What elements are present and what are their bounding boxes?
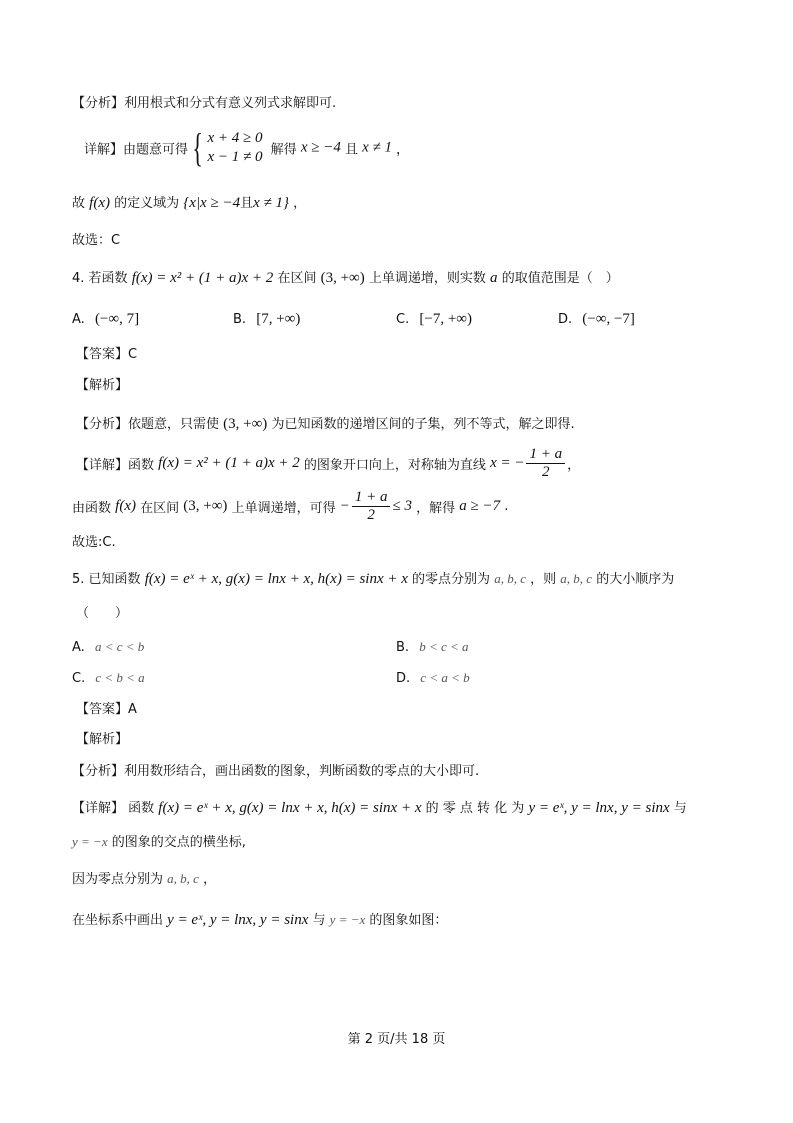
math-expr: a ≥ −7 bbox=[459, 498, 501, 514]
detail-prefix: 详解】由题意可得 bbox=[84, 142, 189, 158]
option-value: (−∞, −7] bbox=[582, 311, 635, 327]
text: 在坐标系中画出 bbox=[72, 913, 164, 928]
math-expr: x ≠ 1} bbox=[253, 195, 289, 211]
inequality-1: x + 4 ≥ 0 bbox=[207, 130, 263, 146]
text: 的大小顺序为 bbox=[596, 572, 675, 587]
q5-detail-4 bbox=[72, 910, 447, 931]
q4-option-a bbox=[72, 309, 139, 330]
q4-detail-2 bbox=[72, 489, 508, 524]
text: 因为零点分别为 bbox=[72, 872, 164, 887]
text: 在区间 bbox=[140, 501, 180, 516]
option-value: [−7, +∞) bbox=[419, 311, 472, 327]
text: 【详解】 函数 bbox=[72, 801, 155, 816]
q4-option-d bbox=[558, 309, 635, 330]
math-expr: y = eˣ, y = lnx, y = sinx bbox=[528, 800, 670, 816]
brace-symbol: { bbox=[192, 125, 204, 170]
choice-text: 故选：C bbox=[72, 233, 121, 248]
fraction bbox=[526, 446, 565, 481]
detail-line-system bbox=[84, 125, 410, 170]
text: 与 bbox=[673, 801, 687, 816]
choice-text: 故选:C. bbox=[72, 535, 116, 550]
q4-detail-1 bbox=[76, 446, 580, 481]
punct: . bbox=[504, 499, 509, 514]
analysis-text: 【分析】利用数形结合，画出函数的图象，判断函数的零点的大小即可. bbox=[72, 764, 480, 779]
math-expr: a, b, c bbox=[560, 571, 593, 586]
solution-text: 【解析】 bbox=[76, 378, 129, 393]
fraction bbox=[352, 489, 391, 524]
text: 在区间 bbox=[277, 271, 317, 286]
option-label: A. bbox=[72, 640, 85, 655]
math-expr: f(x) = x² + (1 + a)x + 2 bbox=[158, 455, 300, 471]
q5-answer bbox=[76, 700, 137, 720]
text: 【分析】依题意，只需使 bbox=[76, 417, 220, 432]
math-expr: f(x) bbox=[115, 498, 136, 514]
math-expr: y = −x bbox=[329, 912, 366, 927]
math-expr: x ≠ 1 bbox=[362, 139, 393, 156]
q5-analysis bbox=[72, 762, 479, 782]
option-label: C. bbox=[72, 671, 86, 686]
text: 【详解】函数 bbox=[76, 458, 155, 473]
numerator: 1 + a bbox=[352, 489, 391, 507]
solve-text: 解得 bbox=[270, 142, 297, 158]
question-number: 4. 若函数 bbox=[72, 271, 128, 286]
math-expr: f(x) = eˣ + x, g(x) = lnx + x, h(x) = sinx + x bbox=[144, 571, 408, 587]
paren-text: （ ） bbox=[76, 606, 129, 621]
text: 的定义域为 bbox=[114, 196, 180, 211]
text: ，则 bbox=[530, 572, 557, 587]
math-expr: {x|x ≥ −4 bbox=[183, 195, 241, 211]
question-4 bbox=[72, 268, 619, 289]
answer-text: 【答案】C bbox=[76, 347, 138, 362]
q5-detail-1 bbox=[72, 798, 687, 819]
math-expr: y = −x bbox=[72, 834, 108, 849]
math-expr: a bbox=[490, 270, 498, 286]
text: 的图象开口向上，对称轴为直线 bbox=[303, 458, 486, 473]
text: 为已知函数的递增区间的子集，列不等式，解之即得. bbox=[271, 417, 575, 432]
analysis-text: 【分析】利用根式和分式有意义列式求解即可. bbox=[72, 96, 337, 111]
text: 的图象如图： bbox=[369, 913, 448, 928]
text: 故 bbox=[72, 196, 86, 211]
math-expr: (3, +∞) bbox=[183, 498, 228, 514]
q4-option-b bbox=[233, 309, 300, 330]
math-expr: a, b, c bbox=[494, 571, 526, 586]
question-5 bbox=[72, 569, 674, 590]
q4-analysis bbox=[76, 414, 575, 435]
math-expr: f(x) = eˣ + x, g(x) = lnx + x, h(x) = sinx + x bbox=[158, 800, 422, 816]
inequality-system bbox=[208, 129, 263, 167]
option-value: c < a < b bbox=[420, 670, 470, 685]
text: 的 零 点 转 化 为 bbox=[425, 801, 525, 816]
punct: ， bbox=[567, 458, 581, 473]
q5-option-d bbox=[396, 668, 470, 689]
option-label: D. bbox=[558, 312, 573, 327]
punct: ， bbox=[203, 872, 217, 887]
question-number: 5. 已知函数 bbox=[72, 572, 141, 587]
q4-answer bbox=[76, 345, 137, 365]
denominator: 2 bbox=[542, 464, 550, 480]
math-expr: x = − bbox=[490, 455, 525, 471]
q5-option-c bbox=[72, 668, 145, 689]
text: 的零点分别为 bbox=[412, 572, 491, 587]
denominator: 2 bbox=[367, 507, 375, 523]
q5-detail-2 bbox=[72, 832, 246, 853]
choice-line bbox=[72, 231, 120, 251]
option-label: D. bbox=[396, 671, 411, 686]
inequality-2: x − 1 ≠ 0 bbox=[207, 149, 263, 165]
option-value: a < c < b bbox=[94, 639, 145, 654]
q5-option-a bbox=[72, 637, 144, 658]
math-expr: ≤ 3 bbox=[392, 498, 412, 514]
math-expr: x ≥ −4 bbox=[300, 139, 341, 156]
math-expr: (3, +∞) bbox=[320, 270, 365, 286]
option-value: c < b < a bbox=[95, 670, 145, 685]
math-expr: y = eˣ, y = lnx, y = sinx bbox=[167, 912, 309, 928]
math-expr: a, b, c bbox=[167, 871, 199, 886]
answer-text: 【答案】A bbox=[76, 702, 137, 717]
domain-conclusion-line bbox=[72, 193, 306, 214]
q4-solution-header bbox=[76, 376, 128, 396]
q5-solution-header bbox=[76, 730, 128, 750]
page-footer: 第 2 页/共 18 页 bbox=[347, 1032, 446, 1047]
option-value: [7, +∞) bbox=[256, 311, 301, 327]
text: ，解得 bbox=[416, 501, 456, 516]
option-label: A. bbox=[72, 312, 85, 327]
and-text: 且 bbox=[344, 142, 358, 158]
math-expr: (3, +∞) bbox=[223, 416, 268, 432]
math-expr: f(x) bbox=[89, 195, 110, 211]
q5-paren bbox=[76, 604, 128, 624]
punct: ， bbox=[396, 142, 410, 158]
text: 由函数 bbox=[72, 501, 112, 516]
text: 上单调递增，则实数 bbox=[368, 271, 486, 286]
text: 的图象的交点的横坐标, bbox=[111, 835, 246, 850]
text: 的取值范围是（ ） bbox=[501, 271, 619, 286]
solution-text: 【解析】 bbox=[76, 732, 129, 747]
option-value: (−∞, 7] bbox=[94, 311, 140, 327]
q4-option-c bbox=[396, 309, 472, 330]
punct: ， bbox=[293, 196, 307, 211]
q5-option-b bbox=[396, 637, 469, 658]
q4-choice bbox=[72, 533, 116, 553]
q5-detail-3 bbox=[72, 869, 216, 890]
option-value: b < c < a bbox=[419, 639, 469, 654]
text: 与 bbox=[312, 913, 326, 928]
option-label: B. bbox=[396, 640, 410, 655]
analysis-line bbox=[72, 94, 336, 114]
option-label: C. bbox=[396, 312, 410, 327]
option-label: B. bbox=[233, 312, 247, 327]
math-expr: − bbox=[339, 498, 350, 514]
text: 且 bbox=[240, 196, 254, 211]
math-expr: f(x) = x² + (1 + a)x + 2 bbox=[131, 270, 274, 286]
numerator: 1 + a bbox=[526, 446, 565, 464]
text: 上单调递增，可得 bbox=[231, 501, 336, 516]
